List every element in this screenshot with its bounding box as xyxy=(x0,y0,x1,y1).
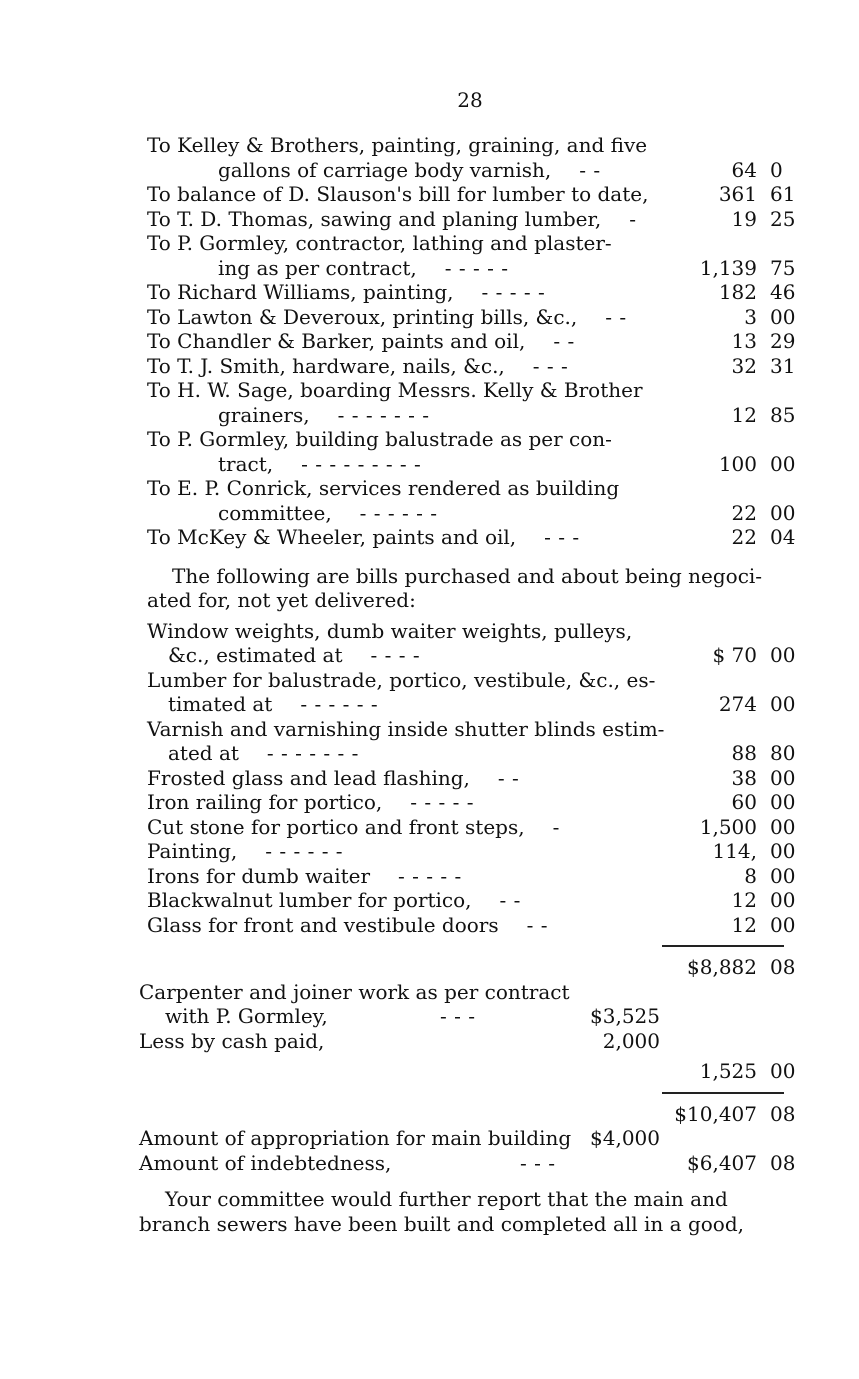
entry-line xyxy=(0,158,859,182)
sum-rule xyxy=(662,1092,784,1094)
entry-text: To H. W. Sage, boarding Messrs. Kelly & Brother xyxy=(147,378,643,402)
amount-cents: 29 xyxy=(770,329,796,353)
entry-text: Glass for front and vestibule doors xyxy=(147,912,499,937)
amount-cents: 25 xyxy=(770,206,796,231)
entry-text: To Chandler & Barker, paints and oil, xyxy=(147,329,526,353)
amount-cents: 00 xyxy=(770,692,796,716)
entry-line xyxy=(0,231,859,255)
amount-dollars: 3 xyxy=(744,304,757,329)
entry-line xyxy=(0,692,859,716)
indebtedness-dollars: $6,407 xyxy=(687,1150,757,1175)
entry-text: To McKey & Wheeler, paints and oil, xyxy=(147,525,517,549)
entry-text: Window weights, dumb waiter weights, pulleys, xyxy=(147,618,633,643)
net-line xyxy=(0,1059,859,1083)
sum-rule xyxy=(662,945,784,947)
leader-dashes: - - - - - xyxy=(410,790,474,814)
entry-text: Irons for dumb waiter xyxy=(147,863,371,888)
amount-cents: 0 xyxy=(770,157,783,182)
entry-line xyxy=(0,476,859,500)
indebtedness-line xyxy=(0,1151,859,1175)
entry-text: &c., estimated at xyxy=(168,643,343,667)
amount-dollars: 12 xyxy=(731,402,757,427)
page-number: 28 xyxy=(457,88,483,112)
entry-text: To E. P. Conrick, services rendered as building xyxy=(147,476,620,500)
net-dollars: 1,525 xyxy=(699,1059,757,1083)
amount-cents: 04 xyxy=(770,525,796,549)
carpenter-line xyxy=(0,980,859,1004)
intro-paragraph-line: ated for, not yet delivered: xyxy=(147,588,416,612)
entry-line xyxy=(0,501,859,525)
amount-cents: 08 xyxy=(770,1101,796,1126)
amount-dollars: 22 xyxy=(731,525,757,549)
amount-cents: 75 xyxy=(770,255,796,280)
leader-dashes: - - xyxy=(605,304,627,329)
leader-dashes: - - xyxy=(526,912,548,937)
amount-cents: 85 xyxy=(770,402,796,427)
amount-cents: 00 xyxy=(770,765,796,790)
amount-cents: 31 xyxy=(770,353,796,378)
indebtedness-text: Amount of indebtedness, xyxy=(139,1150,392,1175)
amount-dollars: 32 xyxy=(731,353,757,378)
entry-line xyxy=(0,717,859,741)
leader-dashes: - xyxy=(629,206,637,231)
leader-dashes: - - xyxy=(499,888,521,912)
entry-text: To balance of D. Slauson's bill for lumber to date, xyxy=(147,182,649,206)
amount-dollars: 274 xyxy=(718,692,757,716)
leader-dashes: - - xyxy=(553,329,575,353)
intro-paragraph-line: The following are bills purchased and about being negoci- xyxy=(172,563,763,588)
subtotal-dollars: $8,882 xyxy=(687,955,757,979)
amount-cents: 00 xyxy=(770,500,796,525)
leader-dashes: - - - xyxy=(440,1004,476,1028)
entry-text: ated at xyxy=(168,741,239,765)
entry-line xyxy=(0,182,859,206)
amount-dollars: 13 xyxy=(731,329,757,353)
closing-paragraph-line: Your committee would further report that the main and xyxy=(165,1187,728,1211)
entry-line xyxy=(0,427,859,451)
entry-line xyxy=(0,790,859,814)
entry-text: To Lawton & Deveroux, printing bills, &c., xyxy=(147,304,578,329)
leader-dashes: - - xyxy=(579,157,601,182)
appropriation-amount: $4,000 xyxy=(590,1126,660,1150)
entry-text: Frosted glass and lead flashing, xyxy=(147,765,470,790)
leader-dashes: - xyxy=(552,814,560,839)
entry-text: Lumber for balustrade, portico, vestibule, &c., es- xyxy=(147,667,656,692)
entry-line xyxy=(0,525,859,549)
less-amount: 2,000 xyxy=(602,1028,660,1053)
amount-cents: 00 xyxy=(770,839,796,863)
amount-dollars: 38 xyxy=(731,765,757,790)
amount-cents: 00 xyxy=(770,888,796,912)
entry-line xyxy=(0,815,859,839)
amount-cents: 00 xyxy=(770,304,796,329)
amount-cents: 00 xyxy=(770,643,796,667)
leader-dashes: - - - - xyxy=(370,643,421,667)
carpenter-line xyxy=(0,1004,859,1028)
entry-text: Cut stone for portico and front steps, xyxy=(147,814,525,839)
amount-cents: 00 xyxy=(770,1059,796,1083)
entry-line xyxy=(0,766,859,790)
entry-text: grainers, xyxy=(218,402,310,427)
leader-dashes: - - - - - - xyxy=(265,839,344,863)
entry-line xyxy=(0,378,859,402)
closing-paragraph-line: branch sewers have been built and completed all in a good, xyxy=(139,1211,744,1236)
entry-line xyxy=(0,452,859,476)
amount-dollars: 12 xyxy=(731,888,757,912)
entry-text: committee, xyxy=(218,500,332,525)
entry-line xyxy=(0,256,859,280)
amount-dollars: 88 xyxy=(731,741,757,765)
leader-dashes: - - - - - - xyxy=(300,692,379,716)
leader-dashes: - - - - - - - - - xyxy=(301,451,422,476)
amount-dollars: 1,500 xyxy=(699,814,757,839)
entry-text: Iron railing for portico, xyxy=(147,790,383,814)
appropriation-text: Amount of appropriation for main building xyxy=(139,1126,572,1150)
entry-text: To T. D. Thomas, sawing and planing lumber, xyxy=(147,206,602,231)
amount-dollars: 12 xyxy=(731,912,757,937)
entry-line xyxy=(0,207,859,231)
amount-dollars: 60 xyxy=(731,790,757,814)
entry-line xyxy=(0,668,859,692)
total-dollars: $10,407 xyxy=(674,1101,757,1126)
entry-text: To Kelley & Brothers, painting, graining, and five xyxy=(147,133,648,157)
leader-dashes: - - - xyxy=(520,1150,556,1175)
appropriation-line xyxy=(0,1126,859,1150)
entry-line xyxy=(0,354,859,378)
amount-cents: 80 xyxy=(770,741,796,765)
leader-dashes: - - - - - - xyxy=(359,500,438,525)
leader-dashes: - - - - - xyxy=(481,280,546,304)
amount-cents: 00 xyxy=(770,863,796,888)
entry-line xyxy=(0,329,859,353)
entry-line xyxy=(0,913,859,937)
leader-dashes: - - - xyxy=(532,353,569,378)
amount-dollars: 100 xyxy=(718,451,757,476)
leader-dashes: - - - - - - - xyxy=(337,402,430,427)
leader-dashes: - - - - - xyxy=(398,863,462,888)
amount-dollars: 19 xyxy=(731,206,757,231)
carpenter-text: with P. Gormley, xyxy=(165,1004,328,1028)
entry-line xyxy=(0,864,859,888)
entry-line xyxy=(0,280,859,304)
amount-cents: 08 xyxy=(770,955,796,979)
entry-line xyxy=(0,133,859,157)
leader-dashes: - - - - - xyxy=(444,255,509,280)
entry-text: tract, xyxy=(218,451,274,476)
entry-line xyxy=(0,839,859,863)
entry-text: Painting, xyxy=(147,839,238,863)
entry-text: ing as per contract, xyxy=(218,255,417,280)
leader-dashes: - - - xyxy=(544,525,580,549)
entry-text: Blackwalnut lumber for portico, xyxy=(147,888,472,912)
entry-text: To Richard Williams, painting, xyxy=(147,280,454,304)
entry-text: gallons of carriage body varnish, xyxy=(218,157,552,182)
less-line xyxy=(0,1029,859,1053)
amount-dollars: $ 70 xyxy=(712,643,757,667)
entry-line xyxy=(0,305,859,329)
leader-dashes: - - - - - - - xyxy=(266,741,359,765)
entry-text: timated at xyxy=(168,692,273,716)
entry-line xyxy=(0,643,859,667)
entry-text: To P. Gormley, building balustrade as per con- xyxy=(147,427,612,451)
amount-dollars: 114, xyxy=(712,839,757,863)
contract-amount: $3,525 xyxy=(590,1004,660,1028)
entry-text: To T. J. Smith, hardware, nails, &c., xyxy=(147,353,505,378)
total-line xyxy=(0,1102,859,1126)
entry-text: To P. Gormley, contractor, lathing and plaster- xyxy=(147,231,612,255)
amount-cents: 46 xyxy=(770,280,796,304)
amount-cents: 00 xyxy=(770,451,796,476)
amount-cents: 00 xyxy=(770,790,796,814)
amount-dollars: 8 xyxy=(744,863,757,888)
amount-cents: 61 xyxy=(770,182,796,206)
amount-dollars: 182 xyxy=(718,280,757,304)
amount-cents: 00 xyxy=(770,912,796,937)
amount-dollars: 22 xyxy=(731,500,757,525)
carpenter-text: Carpenter and joiner work as per contract xyxy=(139,979,570,1004)
amount-cents: 08 xyxy=(770,1150,796,1175)
amount-dollars: 1,139 xyxy=(699,255,757,280)
entry-line xyxy=(0,403,859,427)
entry-line xyxy=(0,888,859,912)
less-text: Less by cash paid, xyxy=(139,1028,325,1053)
entry-text: Varnish and varnishing inside shutter blinds estim- xyxy=(147,716,665,741)
entry-line xyxy=(0,619,859,643)
leader-dashes: - - xyxy=(497,765,520,790)
entry-line xyxy=(0,741,859,765)
amount-dollars: 64 xyxy=(731,157,757,182)
amount-dollars: 361 xyxy=(718,182,757,206)
subtotal-line xyxy=(0,955,859,979)
amount-cents: 00 xyxy=(770,814,796,839)
